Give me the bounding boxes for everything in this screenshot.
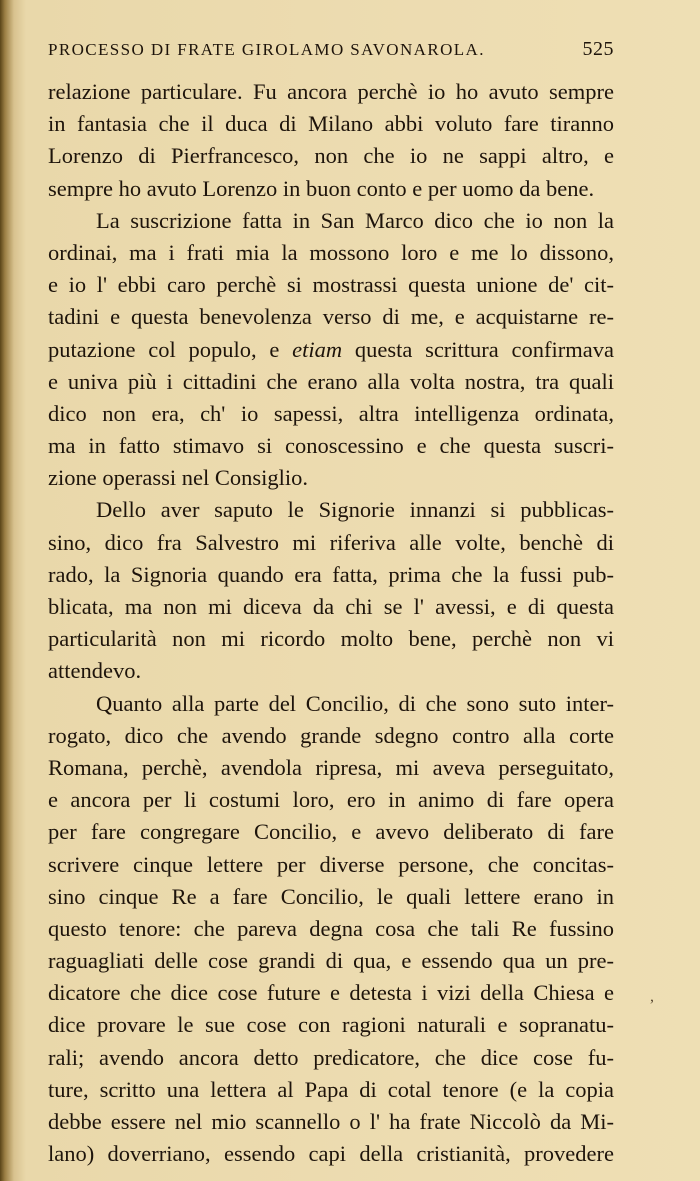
body-text — [48, 76, 614, 1170]
text-line: zione operassi nel Consiglio. — [48, 465, 308, 491]
text-line: Romana, perchè, avendola ripresa, mi aveva perseguitato, — [48, 754, 614, 780]
text-line: rado, la Signoria quando era fatta, prima che la fussi pub- — [48, 561, 614, 587]
text-line: dico non era, ch' io sapessi, altra intelligenza ordinata, — [48, 400, 614, 426]
text-line: Quanto alla parte del Concilio, di che sono suto inter- — [96, 690, 614, 716]
text-line: questo tenore: che pareva degna cosa che tali Re fussino — [48, 915, 614, 941]
text-line: sino cinque Re a fare Concilio, le quali lettere erano in — [48, 883, 614, 909]
text-line: scrivere cinque lettere per diverse persone, che concitas- — [48, 851, 614, 877]
text-line: dicatore che dice cose future e detesta i vizi della Chiesa e — [48, 980, 614, 1006]
book-page — [48, 38, 614, 1170]
text-line: rogato, dico che avendo grande sdegno contro alla corte — [48, 722, 614, 748]
text-line: Dello aver saputo le Signorie innanzi si pubblicas- — [96, 497, 614, 523]
text-line: ture, scritto una lettera al Papa di cotal tenore (e la copia — [48, 1076, 614, 1102]
text-line: dice provare le sue cose con ragioni naturali e sopranatu- — [48, 1012, 614, 1038]
text-segment: questa scrittura confirmava — [342, 336, 614, 362]
margin-mark: , — [650, 988, 654, 1005]
text-line: e io l' ebbi caro perchè si mostrassi questa unione de' cit- — [48, 272, 614, 298]
text-line: lano) doverriano, essendo capi della cristianità, provedere — [48, 1141, 614, 1167]
text-line: per fare congregare Concilio, e avevo deliberato di fare — [48, 819, 614, 845]
text-line: in fantasia che il duca di Milano abbi voluto fare tiranno — [48, 111, 614, 137]
running-header — [48, 38, 614, 72]
text-line: sempre ho avuto Lorenzo in buon conto e per uomo da bene. — [48, 175, 595, 201]
text-line: attendevo. — [48, 658, 142, 684]
text-line: relazione particulare. Fu ancora perchè io ho avuto sempre — [48, 79, 614, 104]
italic-word: etiam — [292, 336, 343, 362]
text-line: e univa più i cittadini che erano alla volta nostra, tra quali — [48, 368, 614, 394]
text-segment: putazione col populo, e — [48, 336, 293, 362]
text-line — [48, 334, 614, 366]
text-line: ordinai, ma i frati mia la mossono loro e me lo dissono, — [48, 239, 614, 265]
text-line: rali; avendo ancora detto predicatore, che dice cose fu- — [48, 1044, 614, 1070]
page-number: 525 — [582, 38, 614, 60]
text-line: tadini e questa benevolenza verso di me, e acquistarne re- — [48, 304, 614, 330]
text-line: ma in fatto stimavo si conoscessino e che questa suscri- — [48, 433, 614, 459]
text-line: Lorenzo di Pierfrancesco, non che io ne sappi altro, e — [48, 143, 614, 169]
text-line: debbe essere nel mio scannello o l' ha frate Niccolò da Mi- — [48, 1109, 614, 1134]
running-title: PROCESSO DI FRATE GIROLAMO SAVONAROLA. — [48, 40, 485, 59]
text-line: raguagliati delle cose grandi di qua, e essendo qua un pre- — [48, 948, 614, 974]
text-line: sino, dico fra Salvestro mi riferiva alle volte, benchè di — [48, 529, 614, 555]
text-line: blicata, ma non mi diceva da chi se l' avessi, e di questa — [48, 594, 614, 619]
text-line: e ancora per li costumi loro, ero in animo di fare opera — [48, 787, 614, 813]
text-line: particularità non mi ricordo molto bene, perchè non vi — [48, 626, 614, 652]
text-line: La suscrizione fatta in San Marco dico che io non la — [96, 207, 614, 233]
